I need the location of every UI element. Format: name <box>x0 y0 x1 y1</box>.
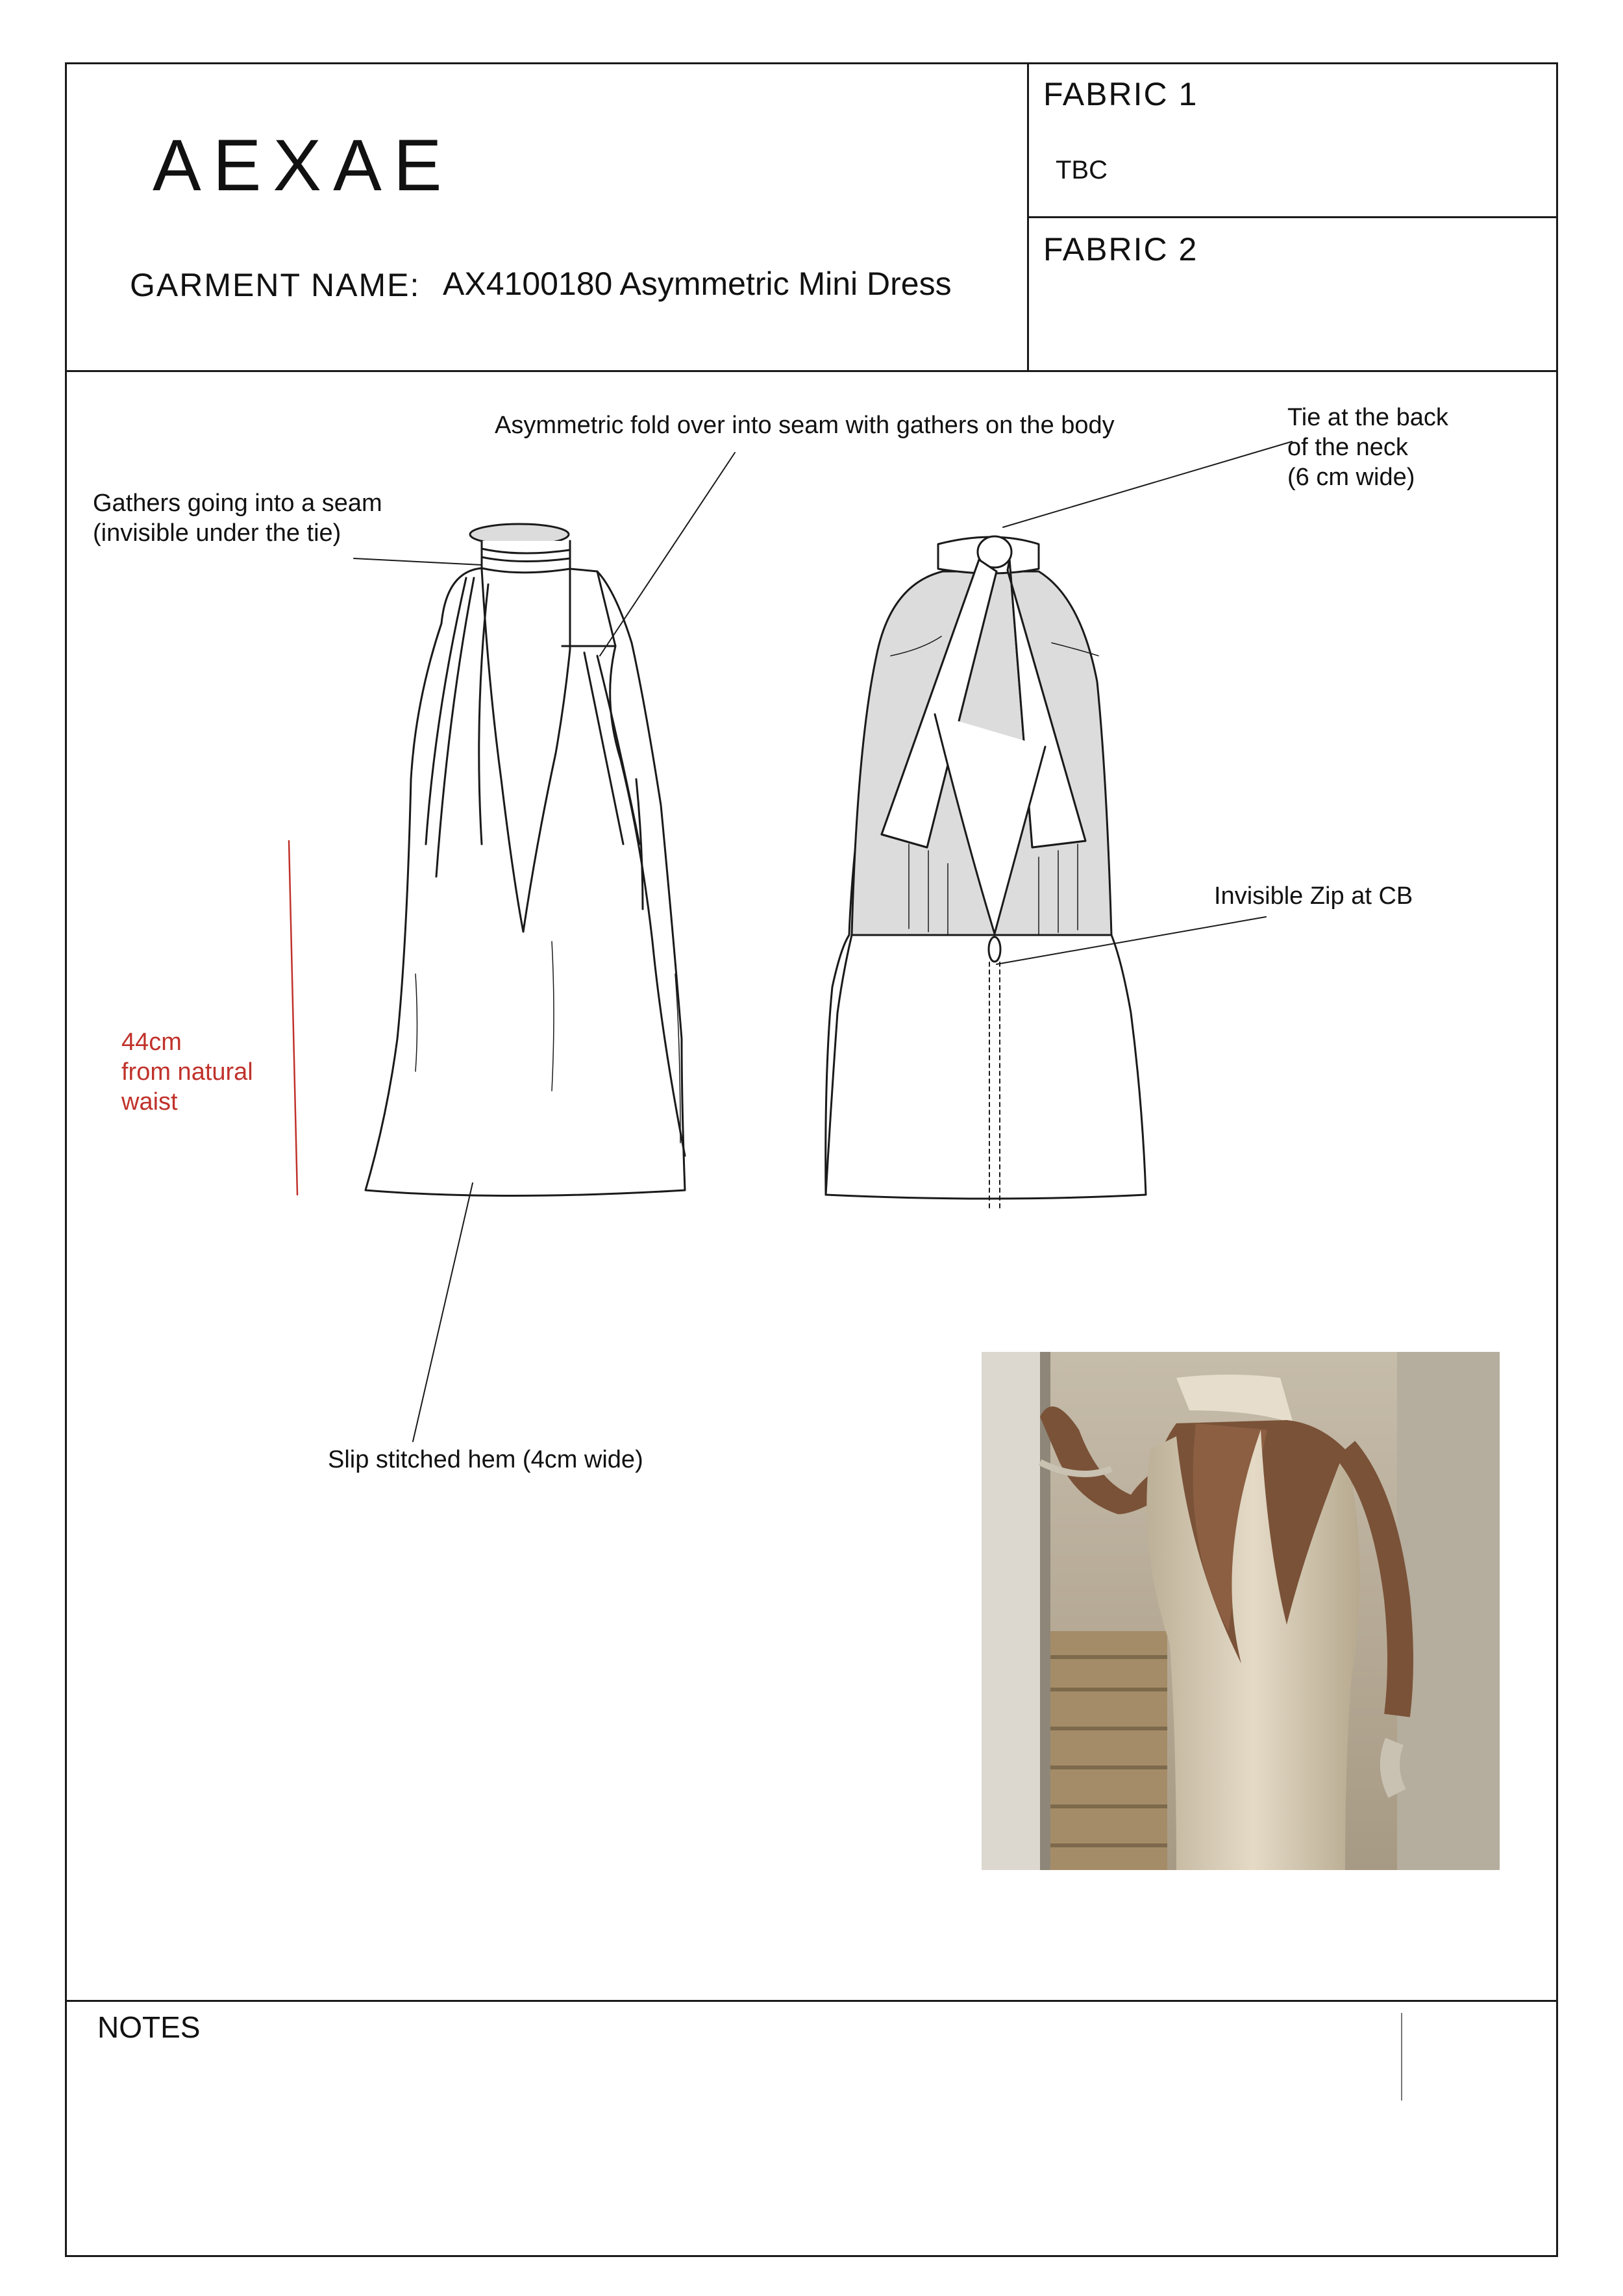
leader-fold <box>600 453 735 656</box>
annotation-tie-line1: Tie at the back <box>1287 404 1448 431</box>
annotation-gathers-line1: Gathers going into a seam <box>93 490 382 517</box>
annotation-length-line2: from natural <box>121 1058 253 1086</box>
fabric2-label: FABRIC 2 <box>1043 231 1198 268</box>
leader-tie <box>1003 442 1292 527</box>
reference-photo <box>982 1352 1500 1870</box>
annotation-gathers-line2: (invisible under the tie) <box>93 519 341 547</box>
garment-name: AX4100180 Asymmetric Mini Dress <box>443 266 952 302</box>
brand-logo: AEXAE <box>153 125 454 206</box>
fabric1-value: TBC <box>1056 156 1108 184</box>
fabric1-label: FABRIC 1 <box>1043 76 1198 112</box>
length-measure-line <box>289 841 297 1195</box>
annotation-fold: Asymmetric fold over into seam with gathers on the body <box>495 412 1115 439</box>
model-photo-icon <box>982 1352 1500 1870</box>
annotation-tie-line3: (6 cm wide) <box>1287 464 1415 491</box>
garment-name-label: GARMENT NAME: <box>130 267 421 303</box>
annotation-length-line1: 44cm <box>121 1029 182 1056</box>
leader-gathers <box>354 558 482 565</box>
annotation-zip: Invisible Zip at CB <box>1214 882 1413 910</box>
notes-label: NOTES <box>97 2010 201 2044</box>
front-view-sketch <box>365 524 685 1196</box>
annotation-hem: Slip stitched hem (4cm wide) <box>328 1446 643 1473</box>
annotation-tie-line2: of the neck <box>1287 434 1408 461</box>
leader-hem <box>413 1183 473 1441</box>
back-view-sketch <box>826 536 1146 1208</box>
annotation-length-line3: waist <box>121 1088 178 1116</box>
